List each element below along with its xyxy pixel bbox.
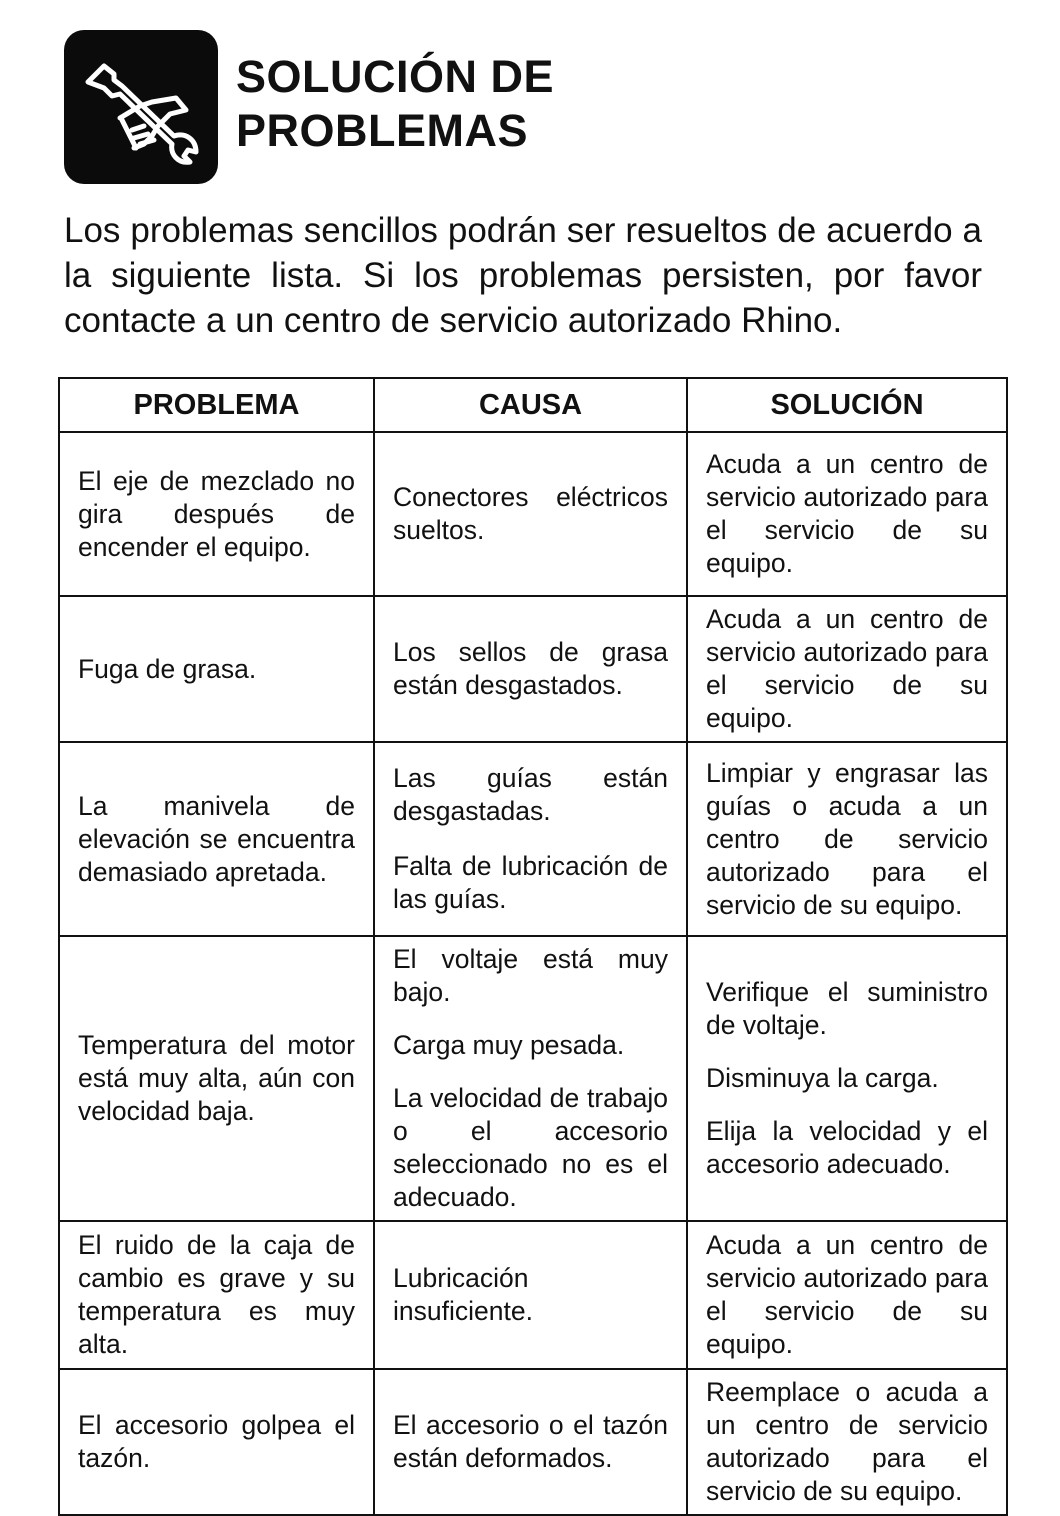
wrench-in-hand-icon xyxy=(74,40,208,174)
cause-text: Conectores eléctricos sueltos. xyxy=(393,482,668,545)
column-header-solucion: SOLUCIÓN xyxy=(687,378,1007,432)
cause-text: El accesorio o el tazón están deformados. xyxy=(393,1410,668,1473)
column-header-causa: CAUSA xyxy=(374,378,687,432)
solution-cell xyxy=(687,742,1007,936)
solution-cell xyxy=(687,1221,1007,1369)
page-header xyxy=(64,30,1004,185)
solution-text: Limpiar y engrasar las guías o acuda a un centro de servicio autorizado para el servicio de su equipo. xyxy=(706,757,988,920)
table-row xyxy=(59,1221,1007,1369)
cause-text: Las guías están desgastadas. xyxy=(393,763,668,826)
troubleshooting-logo xyxy=(64,30,218,184)
solution-cell xyxy=(687,936,1007,1221)
cause-text: Falta de lubricación de las guías. xyxy=(393,851,668,914)
solution-text: Acuda a un centro de servicio autorizado para el servicio de su equipo. xyxy=(706,1230,988,1359)
page-title xyxy=(236,50,936,158)
troubleshooting-table xyxy=(58,377,1008,1516)
cause-cell xyxy=(374,936,687,1221)
problem-cell: Fuga de grasa. xyxy=(59,596,374,742)
intro-text: Los problemas sencillos podrán ser resueltos de acuerdo a la siguiente lista. Si los problemas persisten, por favor contacte a un centro de servicio autorizado Rhino. xyxy=(64,211,982,340)
table-row xyxy=(59,432,1007,596)
cause-text: Lubricación insuficiente. xyxy=(393,1263,533,1326)
solution-text: Acuda a un centro de servicio autorizado para el servicio de su equipo. xyxy=(706,449,988,578)
problem-cell: La manivela de elevación se encuentra demasiado apretada. xyxy=(59,742,374,936)
intro-paragraph xyxy=(64,208,982,343)
cause-text: La velocidad de trabajo o el accesorio seleccionado no es el adecuado. xyxy=(393,1083,668,1212)
problem-cell: El eje de mezclado no gira después de encender el equipo. xyxy=(59,432,374,596)
cause-cell xyxy=(374,742,687,936)
column-header-problema: PROBLEMA xyxy=(59,378,374,432)
solution-text: Disminuya la carga. xyxy=(706,1063,939,1093)
table-row xyxy=(59,936,1007,1221)
solution-cell xyxy=(687,432,1007,596)
cause-text: Los sellos de grasa están desgastados. xyxy=(393,637,668,700)
problem-cell: El ruido de la caja de cambio es grave y su temperatura es muy alta. xyxy=(59,1221,374,1369)
cause-cell xyxy=(374,1221,687,1369)
cause-cell xyxy=(374,1369,687,1515)
solution-cell xyxy=(687,596,1007,742)
cause-cell xyxy=(374,432,687,596)
table-header-row xyxy=(59,378,1007,432)
title-line-2: PROBLEMAS xyxy=(236,105,529,156)
table-row xyxy=(59,596,1007,742)
cause-text: Carga muy pesada. xyxy=(393,1030,625,1060)
solution-cell xyxy=(687,1369,1007,1515)
cause-cell xyxy=(374,596,687,742)
solution-text: Reemplace o acuda a un centro de servicio autorizado para el servicio de su equipo. xyxy=(706,1377,988,1506)
table-row xyxy=(59,742,1007,936)
title-line-1: SOLUCIÓN DE xyxy=(236,51,555,102)
solution-text: Verifique el suministro de voltaje. xyxy=(706,977,988,1040)
problem-cell: Temperatura del motor está muy alta, aún con velocidad baja. xyxy=(59,936,374,1221)
problem-cell: El accesorio golpea el tazón. xyxy=(59,1369,374,1515)
solution-text: Elija la velocidad y el accesorio adecuado. xyxy=(706,1116,988,1179)
solution-text: Acuda a un centro de servicio autorizado para el servicio de su equipo. xyxy=(706,604,988,733)
cause-text: El voltaje está muy bajo. xyxy=(393,944,668,1007)
table-row xyxy=(59,1369,1007,1515)
